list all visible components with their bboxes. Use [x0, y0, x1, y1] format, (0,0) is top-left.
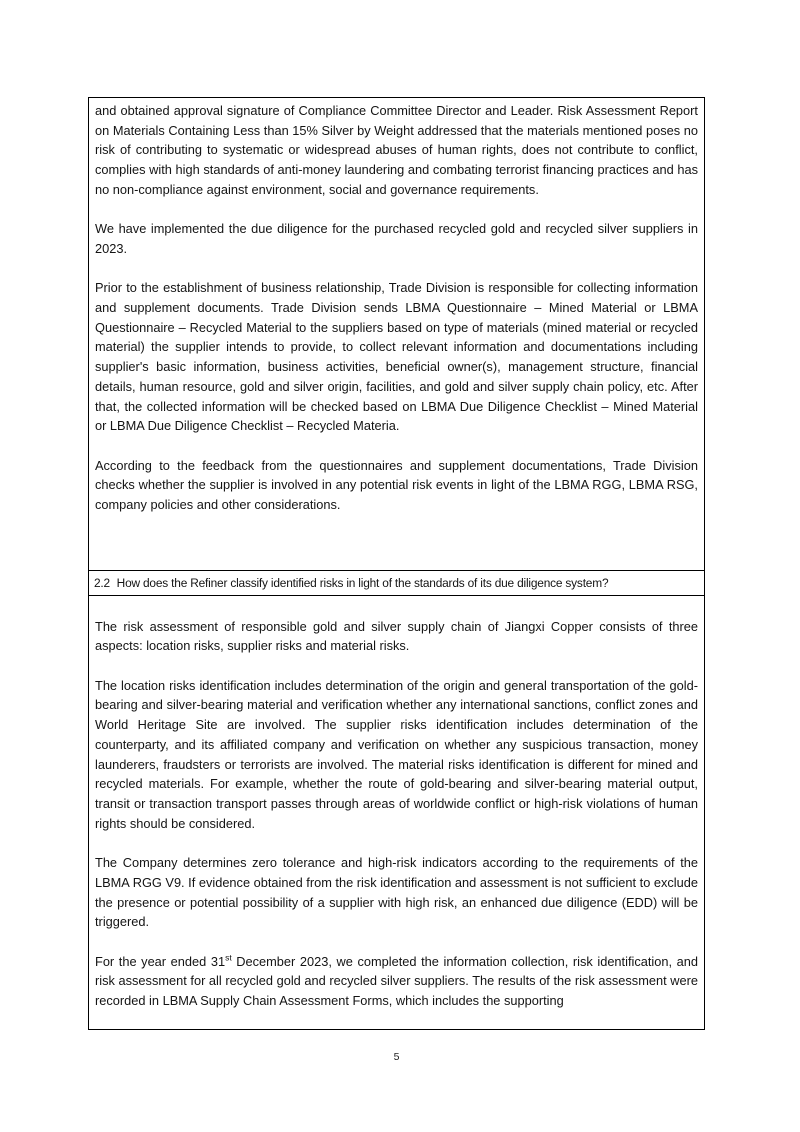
text-run-pre: For the year ended 31: [95, 953, 226, 969]
ordinal-superscript: st: [225, 952, 232, 963]
heading-number: 2.2: [94, 576, 110, 590]
section-top-cell: [89, 98, 704, 570]
paragraph-due-diligence-implemented: We have implemented the due diligence for the purchased recycled gold and recycled silver suppliers in 2023.: [95, 221, 698, 256]
text-run-post: December 2023, we completed the information collection, risk identification, and risk assessment for all recycled gold and recycled silver suppliers. The results of the risk assessment were recorded in LBMA Supply Chain Assessment Forms, which includes the supporting: [95, 953, 698, 1008]
section-bottom-cell: [89, 596, 704, 1029]
paragraph-risk-assessment-aspects: The risk assessment of responsible gold and silver supply chain of Jiangxi Copper consists of three aspects: location risks, supplier risks and material risks.: [95, 618, 698, 654]
paragraph-year-end-summary: [95, 952, 698, 1011]
paragraph-zero-tolerance: The Company determines zero tolerance and high-risk indicators according to the requirements of the LBMA RGG V9. If evidence obtained from the risk identification and assessment is not sufficient to exclude the presence or potential possibility of a supplier with high risk, an enhanced due diligence (EDD) will be triggered.: [95, 855, 698, 930]
section-heading-text: [94, 576, 608, 590]
page-number: 5: [393, 1051, 400, 1063]
section-heading-row: [89, 570, 704, 596]
paragraph-approval-signature: and obtained approval signature of Compliance Committee Director and Leader. Risk Assessment Report on Materials Containing Less than 15% Silver by Weight addressed that the materials mentioned poses no risk of contributing to systematic or widespread abuses of human rights, does not contribute to conflict, complies with high standards of anti-money laundering and combating terrorist financing practices and has no non-compliance against environment, social and governance requirements.: [95, 103, 698, 197]
paragraph-trade-division-collection: Prior to the establishment of business relationship, Trade Division is responsible for collecting information and supplement documents. Trade Division sends LBMA Questionnaire – Mined Material or LBMA Questionnaire – Recycled Material to the suppliers based on type of materials (mined material or recycled material) the supplier intends to provide, to collect relevant information and documentations including supplier's basic information, business activities, beneficial owner(s), management structure, financial details, human resource, gold and silver origin, facilities, and gold and silver supply chain policy, etc. After that, the collected information will be checked based on LBMA Due Diligence Checklist – Mined Material or LBMA Due Diligence Checklist – Recycled Materia.: [95, 280, 698, 434]
paragraph-questionnaire-feedback: According to the feedback from the questionnaires and supplement documentations, Trade Division checks whether the supplier is involved in any potential risk events in light of the LBMA RGG, LBMA RSG, company policies and other considerations.: [95, 457, 698, 513]
paragraph-risks-identification: The location risks identification includes determination of the origin and general transportation of the gold-bearing and silver-bearing material and verification whether any international sanctions, conflict zones and World Heritage Site are involved. The supplier risks identification includes determination of the counterparty, and its affiliated company and verification on whether any suspicious transaction, money launderers, fraudsters or terrorists are involved. The material risks identification is different for mined and recycled materials. For example, whether the route of gold-bearing and silver-bearing material output, transit or transaction transport passes through areas of worldwide conflict or high-risk violations of human rights should be considered.: [95, 677, 698, 831]
heading-question: How does the Refiner classify identified risks in light of the standards of its due diligence system?: [116, 576, 609, 590]
content-table: [88, 97, 705, 1030]
